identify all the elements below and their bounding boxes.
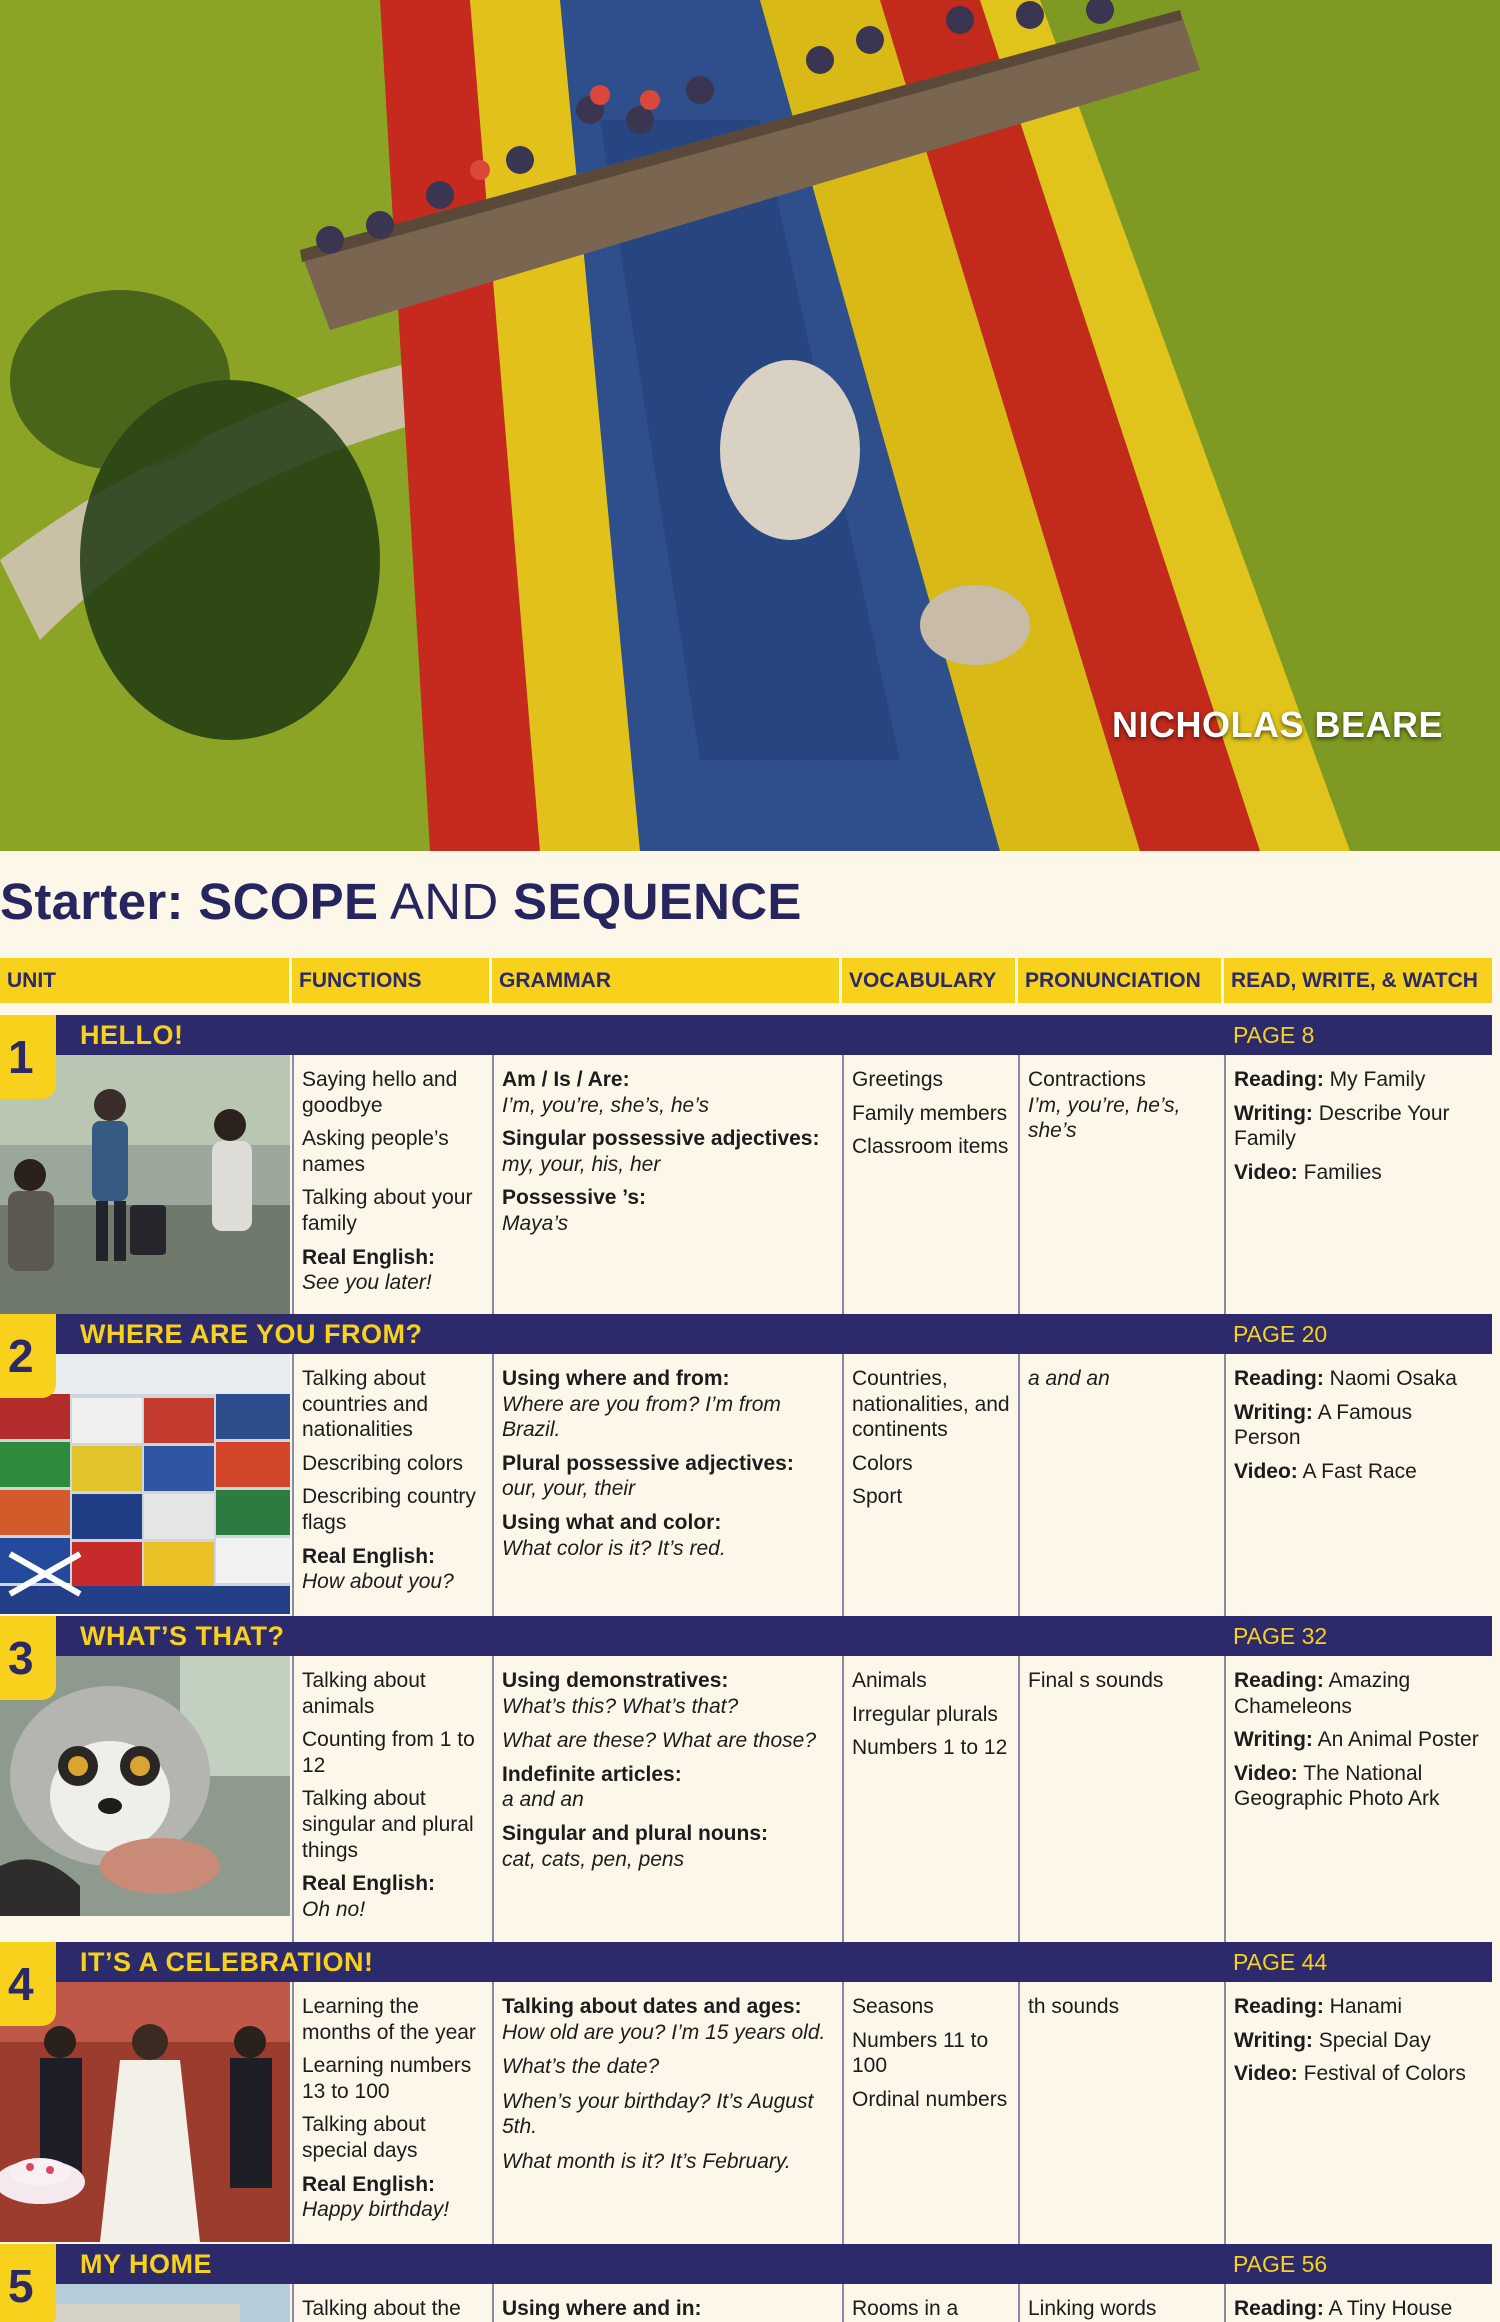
vocabulary-item: Countries, nationalities, and continents xyxy=(852,1367,1010,1442)
read-write-watch-cell xyxy=(1224,1354,1492,1616)
grammar-example: When’s your birthday? It’s August 5th. xyxy=(502,2089,814,2139)
read-write-watch-cell xyxy=(1224,1656,1492,1942)
unit-bar xyxy=(0,1942,1492,1982)
rww-item xyxy=(1234,1400,1484,1451)
rww-label: Reading: xyxy=(1234,1367,1324,1390)
function-text: Talking about the xyxy=(302,2297,461,2320)
pronunciation-text: th sounds xyxy=(1028,1995,1120,2018)
grammar-label: Possessive ’s: xyxy=(502,1186,646,1210)
function-item xyxy=(302,1668,484,1719)
functions-cell xyxy=(292,2284,492,2322)
unit-page-ref: PAGE 32 xyxy=(1233,1623,1328,1649)
read-write-watch-cell xyxy=(1224,1055,1492,1314)
unit-title: MY HOME xyxy=(80,2249,213,2279)
vocabulary-item: Classroom items xyxy=(852,1135,1009,1159)
unit-number-badge: 3 xyxy=(0,1616,56,1700)
grammar-item xyxy=(502,1994,834,2175)
header-unit: UNIT xyxy=(0,958,292,1003)
vocabulary-cell xyxy=(842,1354,1018,1616)
function-text: Asking people’s names xyxy=(302,1127,449,1176)
grammar-item xyxy=(502,1668,834,1754)
unit-row xyxy=(0,1942,1492,2244)
grammar-example: our, your, their xyxy=(502,1477,636,1501)
rww-title: An Animal Poster xyxy=(1312,1728,1479,1752)
function-item xyxy=(302,1871,484,1922)
pronunciation-cell xyxy=(1018,1354,1224,1616)
function-item xyxy=(302,2296,484,2322)
pronunciation-text: Contractions xyxy=(1028,1068,1146,1091)
rww-label: Reading: xyxy=(1234,1669,1324,1692)
pronunciation-example: a and an xyxy=(1028,1367,1110,1390)
function-item xyxy=(302,2172,484,2223)
rww-item xyxy=(1234,1366,1484,1392)
function-item xyxy=(302,1484,484,1535)
vocabulary-item: Sport xyxy=(852,1485,903,1509)
vocabulary-item: Numbers 1 to 12 xyxy=(852,1736,1008,1760)
grammar-cell xyxy=(492,1055,842,1314)
function-item xyxy=(302,1185,484,1236)
pronunciation-example: I’m, you’re, he’s, she’s xyxy=(1028,1093,1181,1143)
rww-item xyxy=(1234,2296,1484,2322)
grammar-example: What month is it? It’s February. xyxy=(502,2150,791,2174)
unit-row xyxy=(0,1015,1492,1314)
grammar-item xyxy=(502,2296,834,2322)
functions-cell xyxy=(292,1656,492,1942)
grammar-label: Plural possessive adjectives: xyxy=(502,1451,794,1475)
rww-title: My Family xyxy=(1323,1068,1426,1091)
rww-label: Writing: xyxy=(1234,1400,1313,1424)
function-item xyxy=(302,1366,484,1443)
function-item xyxy=(302,2112,484,2163)
grammar-item xyxy=(502,1451,834,1502)
unit-number-badge: 1 xyxy=(0,1015,56,1099)
title-prefix: Starter: xyxy=(0,873,199,930)
vocabulary-item: Animals xyxy=(852,1669,927,1692)
pronunciation-cell xyxy=(1018,1055,1224,1314)
unit-title: WHAT’S THAT? xyxy=(80,1621,285,1651)
function-text: Describing country flags xyxy=(302,1485,476,1535)
rww-title: Amazing Chameleons xyxy=(1234,1669,1411,1718)
unit-number-badge: 4 xyxy=(0,1942,56,2026)
grammar-item xyxy=(502,1126,834,1177)
header-grammar: GRAMMAR xyxy=(492,958,842,1003)
grammar-item xyxy=(502,1510,834,1561)
page-title xyxy=(0,872,802,932)
function-item xyxy=(302,1245,484,1296)
grammar-label: Using demonstratives: xyxy=(502,1669,729,1692)
real-english-example: Happy birthday! xyxy=(302,2198,450,2222)
grammar-example: I’m, you’re, she’s, he’s xyxy=(502,1093,709,1117)
vocabulary-item: Colors xyxy=(852,1451,913,1475)
rww-item xyxy=(1234,1994,1484,2020)
vocabulary-item: Irregular plurals xyxy=(852,1702,998,1726)
unit-title: WHERE ARE YOU FROM? xyxy=(80,1319,423,1349)
grammar-label: Singular possessive adjectives: xyxy=(502,1127,820,1151)
rww-label: Reading: xyxy=(1234,1995,1324,2018)
grammar-example: Maya’s xyxy=(502,1212,569,1236)
function-text: Describing colors xyxy=(302,1451,464,1475)
function-item xyxy=(302,1994,484,2045)
read-write-watch-cell xyxy=(1224,1982,1492,2244)
rww-item xyxy=(1234,1101,1484,1152)
grammar-label: Using what and color: xyxy=(502,1511,722,1535)
rww-item xyxy=(1234,1160,1484,1186)
functions-cell xyxy=(292,1055,492,1314)
rww-title: A Fast Race xyxy=(1297,1459,1417,1483)
grammar-label: Indefinite articles: xyxy=(502,1762,682,1786)
rww-label: Reading: xyxy=(1234,1068,1324,1091)
rww-title: Hanami xyxy=(1323,1995,1403,2018)
real-english-label: Real English: xyxy=(302,1245,436,1269)
rww-item xyxy=(1234,1668,1484,1719)
unit-title: IT’S A CELEBRATION! xyxy=(80,1947,374,1977)
rww-label: Reading: xyxy=(1234,2297,1324,2320)
grammar-example: What’s the date? xyxy=(502,2055,660,2079)
unit-row xyxy=(0,2244,1492,2322)
read-write-watch-cell xyxy=(1224,2284,1492,2322)
hero-photo xyxy=(0,0,1500,851)
rww-label: Video: xyxy=(1234,1160,1298,1184)
title-bold-2: SEQUENCE xyxy=(513,873,802,930)
vocabulary-item: Greetings xyxy=(852,1068,944,1091)
real-english-example: How about you? xyxy=(302,1570,454,1594)
rww-item xyxy=(1234,1761,1484,1812)
grammar-label: Using where and in: xyxy=(502,2297,702,2320)
real-english-example: See you later! xyxy=(302,1271,432,1295)
header-pronunciation: PRONUNCIATION xyxy=(1018,958,1224,1003)
grammar-example: What are these? What are those? xyxy=(502,1729,817,1753)
function-text: Learning the months of the year xyxy=(302,1995,476,2044)
functions-cell xyxy=(292,1354,492,1616)
pronunciation-cell xyxy=(1018,1656,1224,1942)
rww-item xyxy=(1234,1459,1484,1485)
rww-item xyxy=(1234,1727,1484,1753)
grammar-item xyxy=(502,1821,834,1872)
function-text: Talking about special days xyxy=(302,2113,426,2163)
rww-title: Festival of Colors xyxy=(1297,2062,1466,2086)
function-text: Saying hello and goodbye xyxy=(302,1068,458,1117)
function-text: Counting from 1 to 12 xyxy=(302,1728,475,1777)
grammar-example: cat, cats, pen, pens xyxy=(502,1847,685,1871)
rww-item xyxy=(1234,2028,1484,2054)
rww-label: Video: xyxy=(1234,1761,1298,1785)
unit-bar xyxy=(0,1015,1492,1055)
rww-title: Families xyxy=(1297,1160,1382,1184)
unit-number-badge: 5 xyxy=(0,2244,56,2322)
rww-title: Naomi Osaka xyxy=(1323,1367,1457,1390)
grammar-cell xyxy=(492,2284,842,2322)
unit-bar xyxy=(0,2244,1492,2284)
real-english-label: Real English: xyxy=(302,1544,436,1568)
table-header xyxy=(0,958,1492,1003)
function-item xyxy=(302,1727,484,1778)
grammar-cell xyxy=(492,1982,842,2244)
unit-bar xyxy=(0,1314,1492,1354)
function-text: Talking about countries and nationalities xyxy=(302,1367,429,1442)
rww-label: Video: xyxy=(1234,2062,1298,2086)
grammar-label: Using where and from: xyxy=(502,1367,730,1390)
rww-title: A Famous Person xyxy=(1234,1400,1413,1450)
vocabulary-cell xyxy=(842,1982,1018,2244)
grammar-item xyxy=(502,1366,834,1443)
function-text: Talking about your family xyxy=(302,1186,473,1236)
grammar-example: What’s this? What’s that? xyxy=(502,1694,739,1718)
rww-label: Writing: xyxy=(1234,2028,1313,2052)
vocabulary-item: Numbers 11 to 100 xyxy=(852,2028,989,2078)
function-item xyxy=(302,1786,484,1863)
grammar-label: Am / Is / Are: xyxy=(502,1068,630,1091)
header-functions: FUNCTIONS xyxy=(292,958,492,1003)
rww-label: Writing: xyxy=(1234,1101,1313,1125)
function-item xyxy=(302,2053,484,2104)
functions-cell xyxy=(292,1982,492,2244)
rww-item xyxy=(1234,1067,1484,1093)
unit-row xyxy=(0,1314,1492,1616)
vocabulary-item: Ordinal numbers xyxy=(852,2087,1008,2111)
photo-credit: NICHOLAS BEARE xyxy=(1112,704,1444,745)
rww-label: Writing: xyxy=(1234,1728,1313,1752)
unit-page-ref: PAGE 56 xyxy=(1233,2251,1328,2277)
grammar-example: a and an xyxy=(502,1788,584,1812)
grammar-example: How old are you? I’m 15 years old. xyxy=(502,2020,826,2044)
unit-row xyxy=(0,1616,1492,1942)
function-item xyxy=(302,1544,484,1595)
unit-title: HELLO! xyxy=(80,1020,184,1050)
vocabulary-item: Rooms in a xyxy=(852,2297,959,2320)
unit-page-ref: PAGE 8 xyxy=(1233,1022,1315,1048)
vocabulary-cell xyxy=(842,2284,1018,2322)
rww-title: Describe Your Family xyxy=(1234,1101,1450,1151)
pronunciation-text: Linking words xyxy=(1028,2297,1157,2320)
unit-bar xyxy=(0,1616,1492,1656)
real-english-label: Real English: xyxy=(302,1872,436,1896)
rww-title: A Tiny House xyxy=(1323,2297,1453,2320)
function-item xyxy=(302,1067,484,1118)
function-text: Learning numbers 13 to 100 xyxy=(302,2054,472,2103)
rww-item xyxy=(1234,2061,1484,2087)
unit-page-ref: PAGE 44 xyxy=(1233,1949,1328,1975)
header-read-write-watch: READ, WRITE, & WATCH xyxy=(1231,969,1478,992)
function-text: Talking about animals xyxy=(302,1669,426,1718)
header-vocabulary: VOCABULARY xyxy=(842,958,1018,1003)
vocabulary-item: Family members xyxy=(852,1101,1008,1125)
vocabulary-cell xyxy=(842,1055,1018,1314)
grammar-example: What color is it? It’s red. xyxy=(502,1536,726,1560)
real-english-example: Oh no! xyxy=(302,1897,366,1921)
vocabulary-cell xyxy=(842,1656,1018,1942)
unit-number-badge: 2 xyxy=(0,1314,56,1398)
grammar-cell xyxy=(492,1656,842,1942)
title-bold-1: SCOPE xyxy=(198,873,379,930)
grammar-label: Talking about dates and ages: xyxy=(502,1995,802,2018)
grammar-example: Where are you from? I’m from Brazil. xyxy=(502,1392,781,1442)
title-middle: AND xyxy=(378,873,514,930)
function-text: Talking about singular and plural things xyxy=(302,1787,474,1862)
pronunciation-cell xyxy=(1018,1982,1224,2244)
pronunciation-cell xyxy=(1018,2284,1224,2322)
vocabulary-item: Seasons xyxy=(852,1995,934,2018)
rww-title: Special Day xyxy=(1312,2028,1431,2052)
function-item xyxy=(302,1451,484,1477)
rww-title: The National Geographic Photo Ark xyxy=(1234,1761,1440,1811)
grammar-item xyxy=(502,1762,834,1813)
grammar-item xyxy=(502,1185,834,1236)
real-english-label: Real English: xyxy=(302,2172,436,2196)
pronunciation-text: Final s sounds xyxy=(1028,1669,1164,1692)
rww-label: Video: xyxy=(1234,1459,1298,1483)
grammar-label: Singular and plural nouns: xyxy=(502,1822,769,1846)
grammar-cell xyxy=(492,1354,842,1616)
unit-page-ref: PAGE 20 xyxy=(1233,1321,1328,1347)
grammar-example: my, your, his, her xyxy=(502,1152,661,1176)
function-item xyxy=(302,1126,484,1177)
grammar-item xyxy=(502,1067,834,1118)
